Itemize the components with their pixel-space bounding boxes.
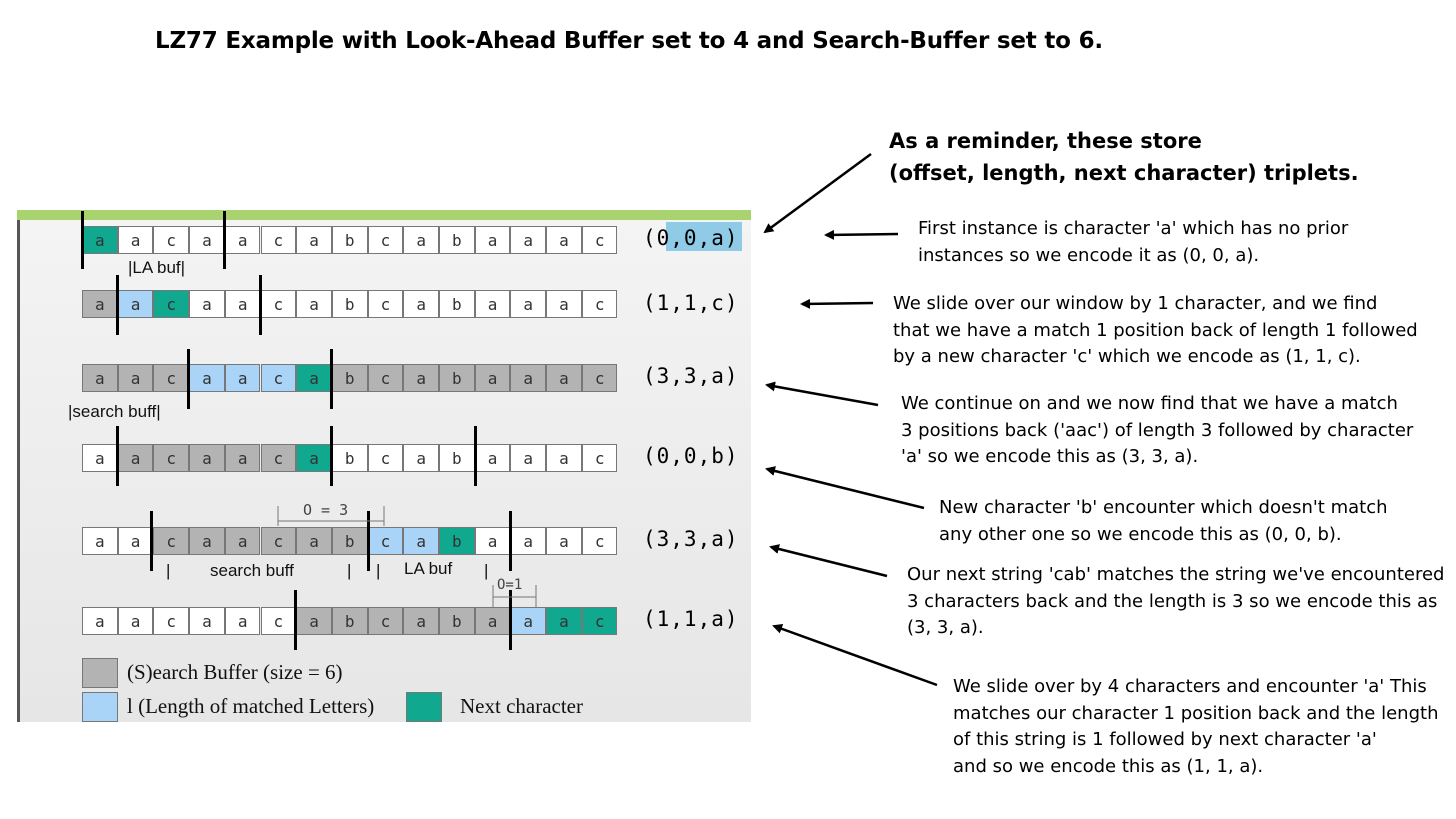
legend-next-text: Next character	[460, 694, 583, 718]
sequence-cell: a	[546, 290, 582, 318]
triplet-1: (0,0,a)	[643, 226, 739, 250]
sequence-cell: a	[225, 364, 261, 392]
la-buf-label-2: LA buf	[404, 559, 453, 578]
search-buff-label-short: |search buff|	[68, 402, 161, 421]
note-line: of this string is 1 followed by next character 'a'	[953, 729, 1377, 750]
sequence-cell: a	[189, 290, 225, 318]
sequence-cell: a	[118, 364, 154, 392]
sequence-cell: a	[82, 364, 118, 392]
sequence-cell: a	[403, 607, 439, 635]
sequence-cell: a	[475, 527, 511, 555]
sequence-cell: a	[475, 290, 511, 318]
sequence-cell: b	[332, 444, 368, 472]
note-line: 'a' so we encode this as (3, 3, a).	[901, 446, 1199, 467]
triplet-2: (1,1,c)	[643, 291, 739, 315]
note-line: by a new character 'c' which we encode as (1, 1, c).	[893, 346, 1361, 367]
sequence-cell: a	[296, 527, 332, 555]
sequence-cell: a	[510, 444, 546, 472]
arrow-note-1	[826, 234, 898, 235]
sequence-cell: c	[582, 444, 618, 472]
sequence-cell: a	[475, 607, 511, 635]
note-line: New character 'b' encounter which doesn't match	[939, 497, 1388, 518]
arrow-reminder	[765, 154, 871, 232]
sequence-cell: c	[582, 226, 618, 254]
sequence-cell: c	[368, 290, 404, 318]
sequence-cell: a	[510, 226, 546, 254]
legend-length-text: l (Length of matched Letters)	[127, 694, 375, 718]
sequence-cell: a	[403, 364, 439, 392]
sequence-cell: c	[153, 290, 189, 318]
sequence-cell: a	[118, 607, 154, 635]
sequence-cell: a	[82, 226, 118, 254]
sequence-cell: a	[546, 364, 582, 392]
sequence-cell: c	[368, 364, 404, 392]
note-line: 3 positions back ('aac') of length 3 followed by character	[901, 419, 1414, 441]
sequence-cell: c	[261, 226, 297, 254]
sequence-cell: a	[296, 290, 332, 318]
sequence-cell: a	[118, 444, 154, 472]
offset-1-label: O=1	[497, 577, 523, 593]
sequence-cell: a	[118, 290, 154, 318]
sequence-cell: a	[296, 607, 332, 635]
sequence-cell: c	[582, 527, 618, 555]
sequence-cell: a	[546, 226, 582, 254]
sequence-cell: a	[82, 607, 118, 635]
sequence-cell: c	[261, 444, 297, 472]
sequence-cell: a	[82, 290, 118, 318]
sequence-cell: b	[439, 290, 475, 318]
note-line: We slide over by 4 characters and encounter 'a' This	[953, 676, 1427, 697]
sequence-cell: b	[439, 607, 475, 635]
sequence-cell: a	[225, 527, 261, 555]
note-line: matches our character 1 position back and the length	[953, 702, 1439, 724]
sequence-cell: a	[296, 226, 332, 254]
note-line: First instance is character 'a' which has no prior	[918, 218, 1349, 239]
arrow-note-2	[802, 303, 873, 304]
sequence-cell: b	[332, 226, 368, 254]
sequence-cell: a	[475, 444, 511, 472]
sequence-cell: c	[261, 290, 297, 318]
note-line: 3 characters back and the length is 3 so we encode this as	[907, 590, 1438, 612]
pipe-mark: |	[484, 561, 489, 580]
search-buff-label: search buff	[210, 561, 294, 580]
pipe-mark: |	[166, 561, 171, 580]
sequence-cell: a	[296, 364, 332, 392]
sequence-cell: b	[332, 290, 368, 318]
sequence-cell: c	[582, 364, 618, 392]
sequence-cell: b	[439, 527, 475, 555]
sequence-cell: a	[118, 226, 154, 254]
sequence-cell: a	[225, 444, 261, 472]
sequence-cell: c	[368, 527, 404, 555]
sequence-cell: a	[189, 607, 225, 635]
sequence-cell: c	[582, 290, 618, 318]
sequence-cell: a	[546, 607, 582, 635]
sequence-cell: b	[439, 364, 475, 392]
sequence-cell: a	[546, 527, 582, 555]
note-line: We slide over our window by 1 character, and we find	[893, 293, 1378, 314]
sequence-cell: b	[332, 364, 368, 392]
note-line: any other one so we encode this as (0, 0, b).	[939, 523, 1342, 545]
note-line: We continue on and we now find that we have a match	[901, 393, 1398, 414]
sequence-cell: a	[403, 527, 439, 555]
sequence-cell: c	[153, 364, 189, 392]
sequence-cell: a	[546, 444, 582, 472]
page-title: LZ77 Example with Look-Ahead Buffer set to 4 and Search-Buffer set to 6.	[155, 28, 1103, 54]
arrow-note-5	[771, 547, 887, 576]
sequence-cell: c	[261, 527, 297, 555]
sequence-cell: b	[332, 607, 368, 635]
sequence-cell: c	[153, 444, 189, 472]
arrow-note-4	[767, 469, 924, 508]
sequence-cell: a	[403, 226, 439, 254]
sequence-cell: a	[475, 226, 511, 254]
sequence-cell: b	[439, 444, 475, 472]
sequence-cell: a	[189, 364, 225, 392]
reminder-line-2: (offset, length, next character) triplets.	[889, 161, 1359, 185]
triplet-6: (1,1,a)	[643, 607, 739, 631]
sequence-cell: a	[225, 290, 261, 318]
triplet-3: (3,3,a)	[643, 364, 739, 388]
note-line: instances so we encode it as (0, 0, a).	[918, 244, 1260, 266]
sequence-cell: a	[475, 364, 511, 392]
sequence-cell: a	[510, 607, 546, 635]
sequence-cell: a	[82, 444, 118, 472]
note-line: and so we encode this as (1, 1, a).	[953, 755, 1264, 777]
sequence-cell: c	[153, 527, 189, 555]
sequence-cell: a	[403, 444, 439, 472]
sequence-cell: a	[296, 444, 332, 472]
pipe-mark: |	[347, 561, 352, 580]
note-line: Our next string 'cab' matches the string we've encountered	[907, 564, 1445, 585]
reminder-line-1: As a reminder, these store	[889, 129, 1202, 153]
sequence-cell: a	[82, 527, 118, 555]
sequence-cell: c	[153, 226, 189, 254]
sequence-cell: c	[582, 607, 618, 635]
triplet-4: (0,0,b)	[643, 444, 739, 468]
sequence-cell: c	[153, 607, 189, 635]
arrow-note-3	[767, 385, 878, 405]
sequence-cell: c	[261, 364, 297, 392]
sequence-cell: a	[225, 226, 261, 254]
arrow-note-6	[774, 626, 937, 685]
offset-3-label: O = 3	[303, 501, 349, 519]
sequence-cell: a	[189, 527, 225, 555]
sequence-cell: c	[368, 607, 404, 635]
note-line: (3, 3, a).	[907, 617, 984, 638]
pipe-mark: |	[376, 561, 381, 580]
sequence-cell: a	[510, 364, 546, 392]
sequence-cell: a	[403, 290, 439, 318]
sequence-cell: c	[368, 226, 404, 254]
sequence-cell: c	[261, 607, 297, 635]
la-buf-label: |LA buf|	[128, 258, 186, 277]
sequence-cell: b	[332, 527, 368, 555]
sequence-cell: b	[439, 226, 475, 254]
sequence-cell: a	[118, 527, 154, 555]
sequence-cell: c	[368, 444, 404, 472]
sequence-cell: a	[189, 444, 225, 472]
sequence-cell: a	[189, 226, 225, 254]
sequence-cell: a	[510, 290, 546, 318]
sequence-cell: a	[510, 527, 546, 555]
triplet-5: (3,3,a)	[643, 527, 739, 551]
sequence-cell: a	[225, 607, 261, 635]
legend-search-text: (S)earch Buffer (size = 6)	[127, 660, 343, 684]
note-line: that we have a match 1 position back of length 1 followed	[893, 319, 1418, 341]
